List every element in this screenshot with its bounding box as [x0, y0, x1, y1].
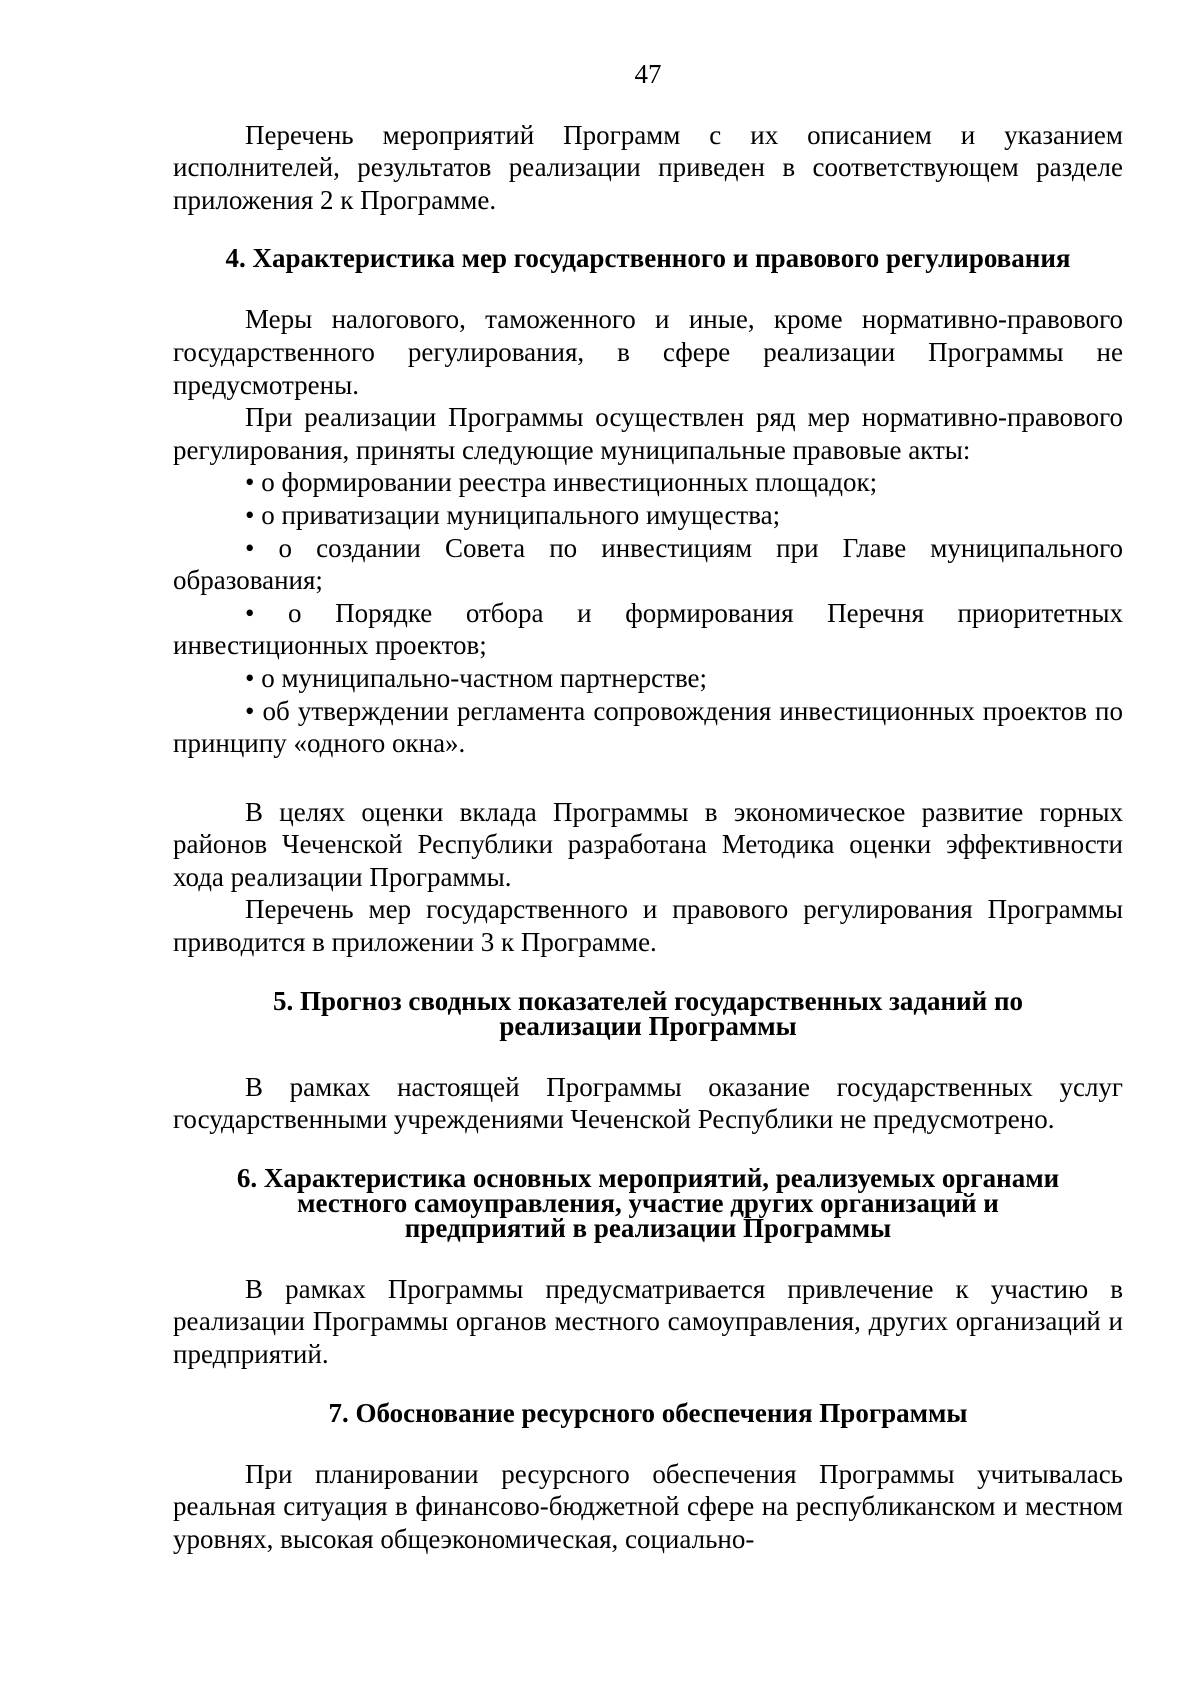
heading-line: реализации Программы: [499, 1010, 797, 1041]
list-item: • о приватизации муниципального имущества;: [245, 499, 781, 530]
section-heading-7: 7. Обоснование ресурсного обеспечения Программы: [328, 1397, 968, 1428]
list-item: • о Порядке отбора и формирования Перечня приоритетных инвестиционных проектов;: [173, 597, 1123, 661]
paragraph: Перечень мер государственного и правового регулирования Программы приводится в приложении 3 к Программе.: [173, 894, 1123, 958]
page-content: [173, 58, 1123, 1555]
paragraph: При реализации Программы осуществлен ряд мер нормативно-правового регулирования, приняты следующие муниципальные правовые акты:: [173, 402, 1123, 465]
paragraph: Перечень мероприятий Программ с их описанием и указанием исполнителей, результатов реализации приведен в соответствующем разделе приложения 2 к Программе.: [173, 119, 1123, 215]
section-heading-6: [173, 1162, 1123, 1243]
page-number: 47: [634, 59, 662, 89]
section-heading-5: [173, 985, 1123, 1041]
heading-line: 6. Характеристика основных мероприятий, реализуемых органами: [236, 1162, 1060, 1193]
list-item: • об утверждении регламента сопровождения инвестиционных проектов по принципу «одного окна».: [173, 695, 1123, 759]
list-item: • о формировании реестра инвестиционных площадок;: [245, 467, 878, 498]
paragraph: При планировании ресурсного обеспечения Программы учитывалась реальная ситуация в финансово-бюджетной сфере на республиканском и местном уровнях, высокая общеэкономическая, социально-: [173, 1458, 1123, 1554]
heading-line: предприятий в реализации Программы: [404, 1212, 892, 1243]
heading-line: местного самоуправления, участие других организаций и: [297, 1187, 999, 1218]
paragraph: В целях оценки вклада Программы в экономическое развитие горных районов Чеченской Республики разработана Методика оценки эффективности хода реализации Программы.: [173, 796, 1123, 892]
list-item: • о муниципально-частном партнерстве;: [245, 662, 708, 693]
paragraph: В рамках Программы предусматривается привлечение к участию в реализации Программы органов местного самоуправления, других организаций и предприятий.: [173, 1273, 1123, 1370]
paragraph: Меры налогового, таможенного и иные, кроме нормативно-правового государственного регулирования, в сфере реализации Программы не предусмотрены.: [173, 304, 1123, 400]
list-item: • о создании Совета по инвестициям при Главе муниципального образования;: [173, 532, 1123, 596]
paragraph: В рамках настоящей Программы оказание государственных услуг государственными учреждениями Чеченской Республики не предусмотрено.: [173, 1071, 1123, 1135]
heading-line: 5. Прогноз сводных показателей государственных заданий по: [272, 985, 1024, 1016]
section-heading-4: 4. Характеристика мер государственного и правового регулирования: [225, 243, 1071, 274]
